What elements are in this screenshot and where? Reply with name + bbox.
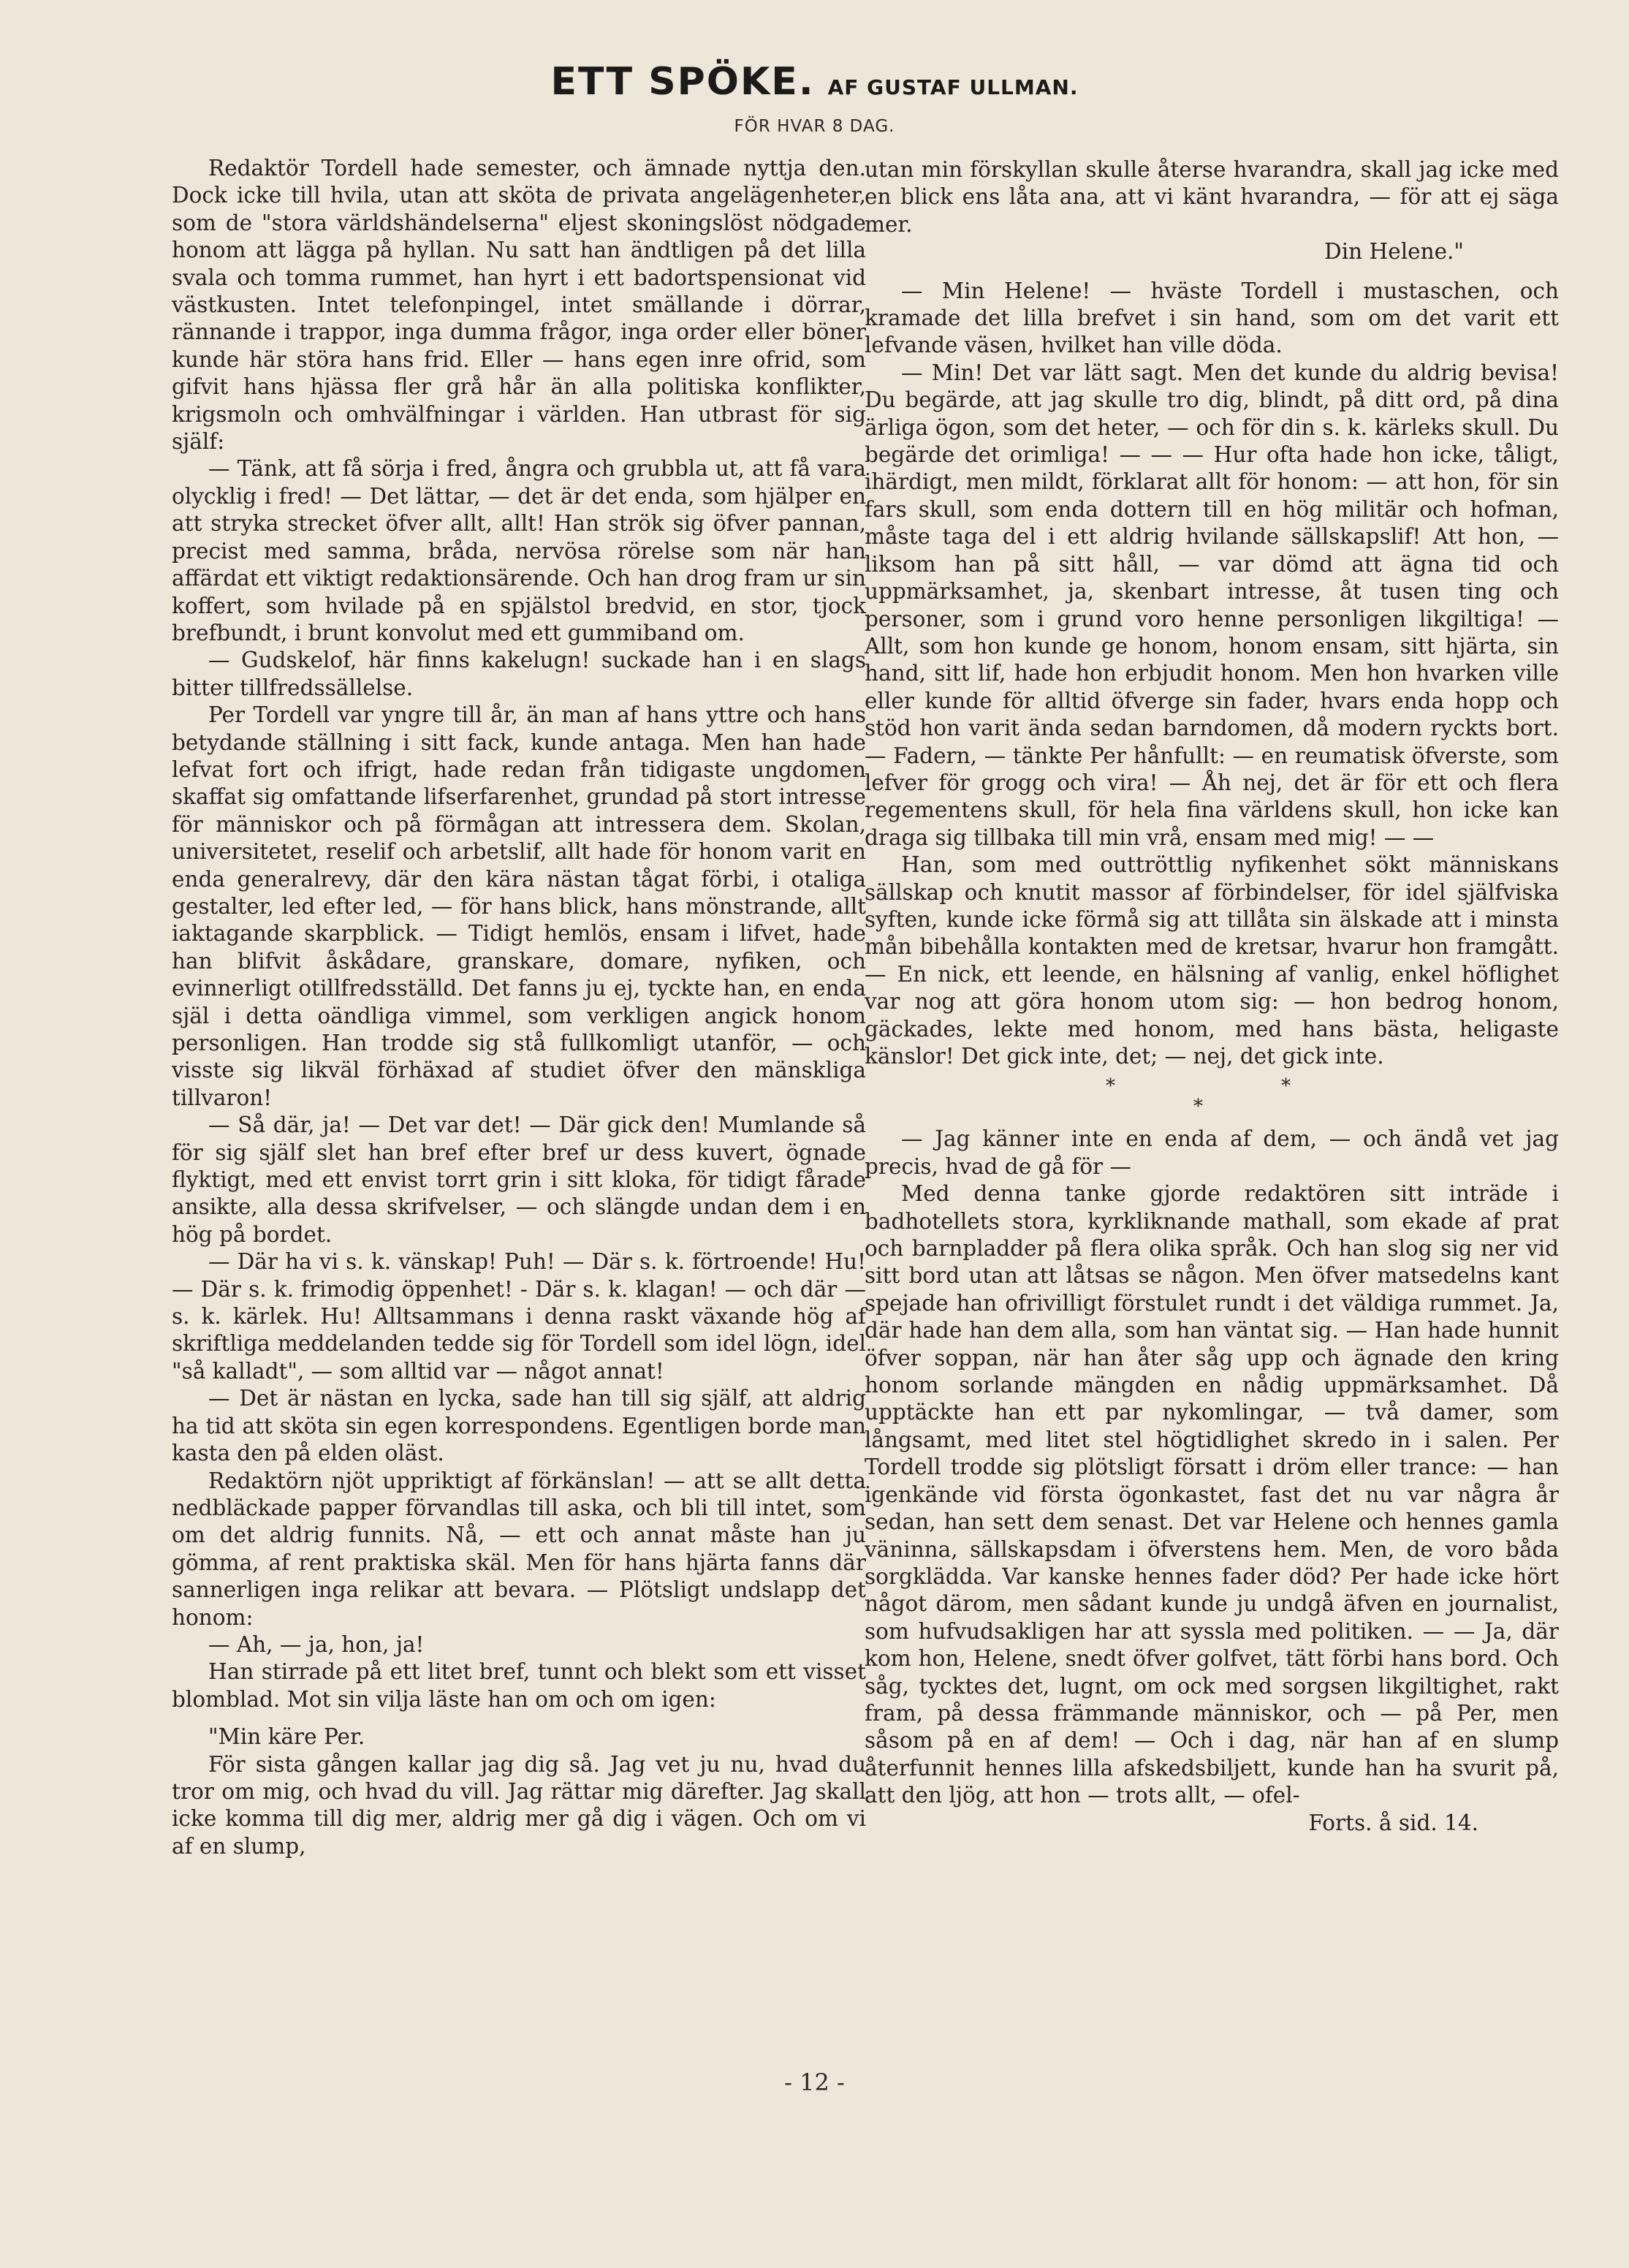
section-star: *	[1106, 1075, 1115, 1098]
article-header	[0, 60, 1629, 104]
article-subtitle: FÖR HVAR 8 DAG.	[734, 117, 895, 136]
paragraph: utan min förskyllan skulle återse hvarandra, skall jag icke med en blick ens låta ana, att vi känt hvarandra, — för att ej säga mer.	[865, 157, 1559, 237]
paragraph: Med denna tanke gjorde redaktören sitt inträde i badhotellets stora, kyrkliknande mathall, som ekade af prat och barnpladder på flera olika språk. Och han slog sig ner vid sitt bord utan att låtsas se någon. Men öfver matsedelns kant spejade han ofrivilligt förstulet rundt i det väldiga rummet. Ja, där hade han dem alla, som han väntat sig. — Han hade hunnit öfver soppan, när han åter såg upp och ägnade den kring honom sorlande mängden en nådig uppmärksamhet. Då upptäckte han ett par nykomlingar, — två damer, som långsamt, med litet stel högtidlighet skredo in i salen. Per Tordell trodde sig plötsligt försatt i dröm eller trance: — han igenkände vid första ögonkastet, fast det nu var några år sedan, han sett dem senast. Det var Helene och hennes gamla väninna, sällskapsdam i öfverstens hem. Men, de voro båda sorgklädda. Var kanske hennes fader död? Per hade icke hört något därom, men sådant kunde ju undgå äfven en journalist, som hufvudsakligen har att syssla med politiken. — — Ja, där kom hon, Helene, snedt öfver golfvet, tätt förbi hans bord. Och såg, tycktes det, lugnt, om ock med sorgsen likgiltighet, rakt fram, på dessa främmande människor, och — på Per, men såsom på en af dem! — Och i dag, när han af en slump återfunnit hennes lilla afskedsbiljett, kunde han ha svurit på, att den ljög, att hon — trots allt, — ofel-	[865, 1181, 1559, 1808]
section-star: *	[1193, 1096, 1203, 1118]
paragraph: — Ah, — ja, hon, ja!	[208, 1631, 425, 1657]
left-column	[172, 155, 866, 1860]
paragraph: — Min! Det var lätt sagt. Men det kunde du aldrig bevisa! Du begärde, att jag skulle tro dig, blindt, på ditt ord, på dina ärliga ögon, som det heter, — och för din s. k. kärleks skull. Du begärde det orimliga! — — — Hur ofta hade hon icke, tåligt, ihärdigt, men mildt, förklarat allt för honom: — att hon, för sin fars skull, som enda dottern till en hög militär och hofman, måste taga del i ett aldrig hvilande sällskapslif! Att hon, — liksom han på sitt håll, — var dömd att ägna tid och uppmärksamhet, ja, skenbart intresse, åt tusen ting och personer, som i grund voro henne personligen likgiltiga! — Allt, som hon kunde ge honom, honom ensam, sitt hjärta, sin hand, sitt lif, hade hon erbjudit honom. Men hon hvarken ville eller kunde för alltid öfverge sin fader, hvars enda hopp och stöd hon varit ända sedan barndomen, då modern ryckts bort. — Fadern, — tänkte Per hånfullt: — en reumatisk öfverste, som lefver för grogg och vira! — Åh nej, det är för ett och flera regementens skull, för hela fina världens skull, hon icke kan draga sig tillbaka till min vrå, ensam med mig! — —	[865, 360, 1559, 850]
section-break	[865, 1070, 1559, 1126]
continued-note: Forts. å sid. 14.	[1308, 1810, 1478, 1835]
paragraph: För sista gången kallar jag dig så. Jag vet ju nu, hvad du tror om mig, och hvad du vill. Jag rättar mig därefter. Jag skall icke komma till dig mer, aldrig mer gå dig i vägen. Och om vi af en slump,	[172, 1751, 866, 1859]
article-title: ETT SPÖKE.	[550, 60, 815, 104]
section-star: *	[1281, 1075, 1291, 1098]
paragraph: — Min Helene! — hväste Tordell i mustaschen, och kramade det lilla brefvet i sin hand, som om det varit ett lefvande väsen, hvilket han ville döda.	[865, 278, 1559, 358]
paragraph: — Så där, ja! — Det var det! — Där gick den! Mumlande så för sig själf slet han bref efter bref ur dess kuvert, ögnade flyktigt, med ett envist torrt grin i sitt kloka, för tidigt fårade ansikte, alla dessa skrifvelser, — och slängde undan dem i en hög på bordet.	[172, 1112, 866, 1247]
right-column	[865, 156, 1559, 1837]
paragraph: — Det är nästan en lycka, sade han till sig själf, att aldrig ha tid att sköta sin egen korrespondens. Egentligen borde man kasta den på elden oläst.	[172, 1386, 866, 1466]
paragraph: Per Tordell var yngre till år, än man af hans yttre och hans betydande ställning i sitt fack, kunde antaga. Men han hade lefvat fort och ifrigt, hade redan från tidigaste ungdomen skaffat sig omfattande lifserfarenhet, grundad på stort intresse för människor och på förmågan att intressera dem. Skolan, universitetet, reselif och arbetslif, allt hade för honom varit en enda generalrevy, där den kära nästan tågat förbi, i otaliga gestalter, led efter led, — för hans blick, hans mönstrande, allt iaktagande skarpblick. — Tidigt hemlös, ensam i lifvet, hade han blifvit åskådare, granskare, domare, nyfiken, och evinnerligt otillfredsställd. Det fanns ju ej, tyckte han, en enda själ i detta oändliga vimmel, som verkligen angick honom personligen. Han trodde sig stå fullkomligt utanför, — och visste sig likväl förhäxad af studiet öfver den mänskliga tillvaron!	[172, 702, 866, 1110]
page-number: - 12 -	[784, 2068, 845, 2096]
paragraph: — Gudskelof, här finns kakelugn! suckade han i en slags bitter tillfredssällelse.	[172, 648, 866, 700]
paragraph: Han stirrade på ett litet bref, tunnt och blekt som ett visset blomblad. Mot sin vilja läste han om och om igen:	[172, 1659, 866, 1712]
letter-signature: Din Helene."	[1324, 239, 1464, 265]
letter-salutation: "Min käre Per.	[208, 1724, 365, 1750]
article-byline: AF GUSTAF ULLMAN.	[827, 75, 1079, 99]
paragraph: — Jag känner inte en enda af dem, — och ändå vet jag precis, hvad de gå för —	[865, 1126, 1559, 1179]
paragraph: Han, som med outtröttlig nyfikenhet sökt människans sällskap och knutit massor af förbindelser, för idel själfviska syften, kunde icke förmå sig att tillåta sin älskade att i minsta mån bibehålla kontakten med de kretsar, hvarur hon framgått. — En nick, ett leende, en hälsning af vanlig, enkel höflighet var nog att göra honom utom sig: — hon bedrog honom, gäckades, lekte med honom, med hans bästa, heligaste känslor! Det gick inte, det; — nej, det gick inte.	[865, 852, 1559, 1069]
paragraph: Redaktörn njöt uppriktigt af förkänslan! — att se allt detta nedbläckade papper förvandlas till aska, och bli till intet, som om det aldrig funnits. Nå, — ett och annat måste han ju gömma, af rent praktiska skäl. Men för hans hjärta fanns där sannerligen inga relikar att bevara. — Plötsligt undslapp det honom:	[172, 1468, 866, 1630]
paragraph: Redaktör Tordell hade semester, och ämnade nyttja den. Dock icke till hvila, utan att sköta de privata angelägenheter, som de "stora världshändelserna" eljest skoningslöst nödgade honom att lägga på hyllan. Nu satt han ändtligen på det lilla svala och tomma rummet, han hyrt i ett badortspensionat vid västkusten. Intet telefonpingel, intet smällande i dörrar, rännande i trappor, inga dumma frågor, inga order eller böner kunde här störa hans frid. Eller — hans egen inre ofrid, som gifvit hans hjässa fler grå hår än alla politiska konflikter, krigsmoln och omhvälfningar i världen. Han utbrast för sig själf:	[172, 156, 866, 455]
paragraph: — Där ha vi s. k. vänskap! Puh! — Där s. k. förtroende! Hu! — Där s. k. frimodig öppenhet! - Där s. k. klagan! — och där — s. k. kärlek. Hu! Alltsammans i denna raskt växande hög af skriftliga meddelanden tedde sig för Tordell som idel lögn, idel "så kalladt", — som alltid var — något annat!	[172, 1249, 866, 1384]
paragraph: — Tänk, att få sörja i fred, ångra och grubbla ut, att få vara olycklig i fred! — Det lättar, — det är det enda, som hjälper en att stryka strecket öfver allt, allt! Han strök sig öfver pannan, precist med samma, bråda, nervösa rörelse som när han affärdat ett viktigt redaktionsärende. Och han drog fram ur sin koffert, som hvilade på en spjälstol bredvid, en stor, tjock brefbundt, i brunt konvolut med ett gummiband om.	[172, 456, 866, 645]
